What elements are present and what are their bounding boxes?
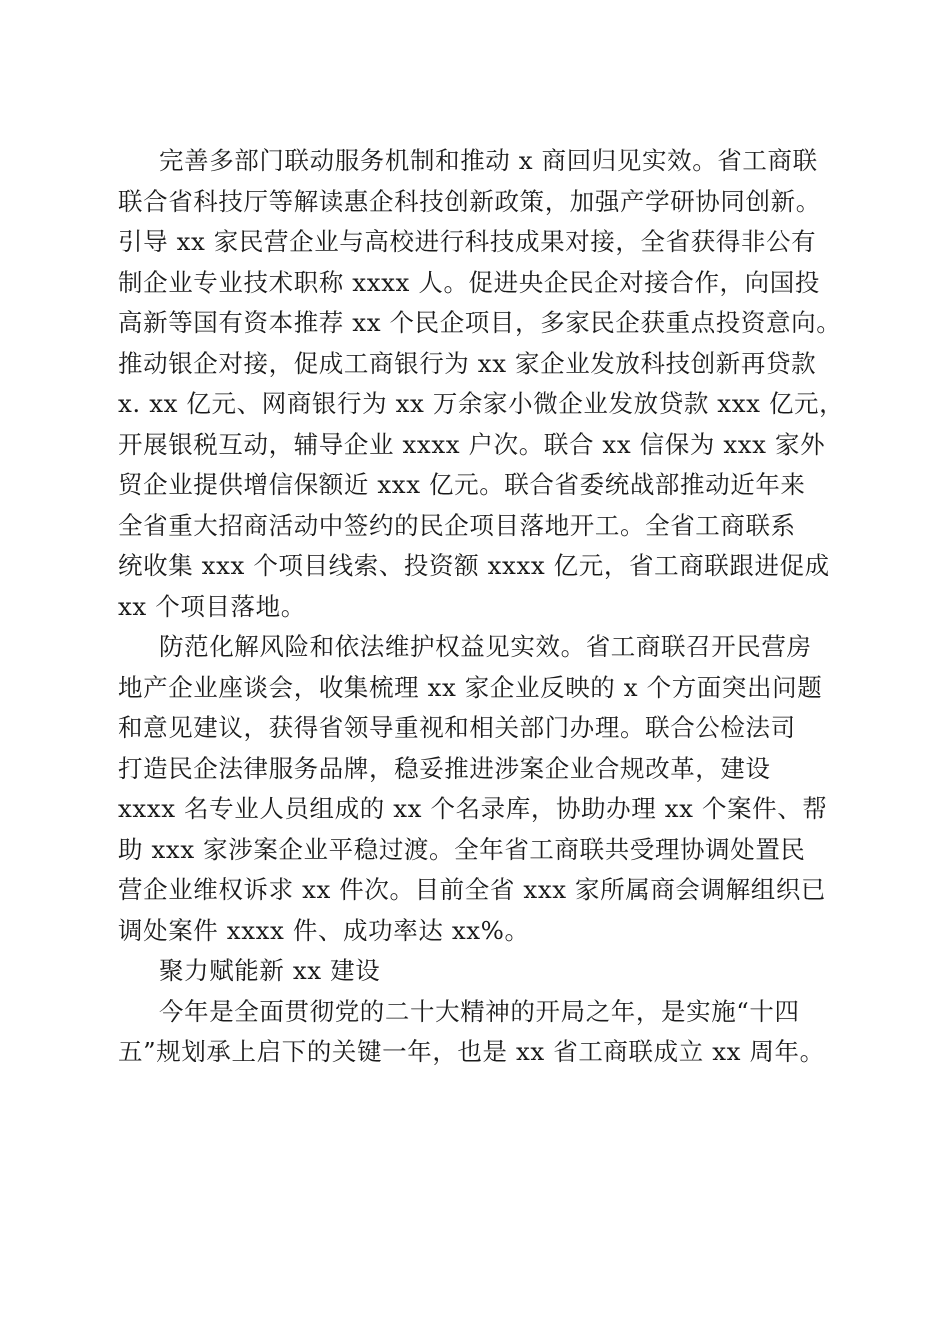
text-line: 和意见建议，获得省领导重视和相关部门办理。联合公检法司 bbox=[118, 713, 796, 742]
document-body bbox=[118, 141, 845, 1073]
text-line: 全省重大招商活动中签约的民企项目落地开工。全省工商联系 bbox=[118, 510, 796, 540]
text-line: 完善多部门联动服务机制和推动 x 商回归见实效。省工商联 bbox=[159, 146, 818, 175]
text-line: 贸企业提供增信保额近 xxx 亿元。联合省委统战部推动近年来 bbox=[118, 470, 806, 499]
paragraph-3 bbox=[118, 992, 838, 1073]
text-line: 推动银企对接，促成工商银行为 xx 家企业发放科技创新再贷款 bbox=[118, 348, 817, 378]
text-line: 引导 xx 家民营企业与高校进行科技成果对接，全省获得非公有 bbox=[118, 227, 817, 256]
text-line: 制企业专业技术职称 xxxx 人。促进央企民企对接合作，向国投 bbox=[118, 267, 820, 297]
text-line: 营企业维权诉求 xx 件次。目前全省 xxx 家所属商会调解组织已 bbox=[118, 875, 827, 904]
paragraph-1 bbox=[118, 141, 845, 627]
text-line: 助 xxx 家涉案企业平稳过渡。全年省工商联共受理协调处置民 bbox=[118, 834, 806, 864]
text-line: 五”规划承上启下的关键一年，也是 xx 省工商联成立 xx 周年。 bbox=[118, 1037, 825, 1066]
section-heading bbox=[118, 951, 838, 992]
text-line: 地产企业座谈会，收集梳理 xx 家企业反映的 x 个方面突出问题 bbox=[118, 672, 823, 702]
text-line: 开展银税互动，辅导企业 xxxx 户次。联合 xx 信保为 xxx 家外 bbox=[118, 429, 826, 459]
heading-line: 聚力赋能新 xx 建设 bbox=[159, 956, 381, 985]
paragraph-2 bbox=[118, 627, 838, 951]
text-line: x. xx 亿元、网商银行为 xx 万余家小微企业发放贷款 xxx 亿元， bbox=[118, 389, 845, 418]
text-line: 打造民企法律服务品牌，稳妥推进涉案企业合规改革，建设 bbox=[118, 753, 771, 783]
text-line: 防范化解风险和依法维护权益见实效。省工商联召开民营房 bbox=[159, 632, 812, 661]
text-line: 调处案件 xxxx 件、成功率达 xx%。 bbox=[118, 915, 530, 945]
text-line: 统收集 xxx 个项目线索、投资额 xxxx 亿元，省工商联跟进促成 bbox=[118, 551, 830, 580]
text-line: xxxx 名专业人员组成的 xx 个名录库，协助办理 xx 个案件、帮 bbox=[118, 794, 828, 823]
text-line: 高新等国有资本推荐 xx 个民企项目，多家民企获重点投资意向。 bbox=[118, 308, 842, 337]
text-line: xx 个项目落地。 bbox=[118, 591, 306, 621]
text-line: 联合省科技厅等解读惠企科技创新政策，加强产学研协同创新。 bbox=[118, 186, 821, 216]
text-line: 今年是全面贯彻党的二十大精神的开局之年，是实施“十四 bbox=[159, 996, 800, 1026]
